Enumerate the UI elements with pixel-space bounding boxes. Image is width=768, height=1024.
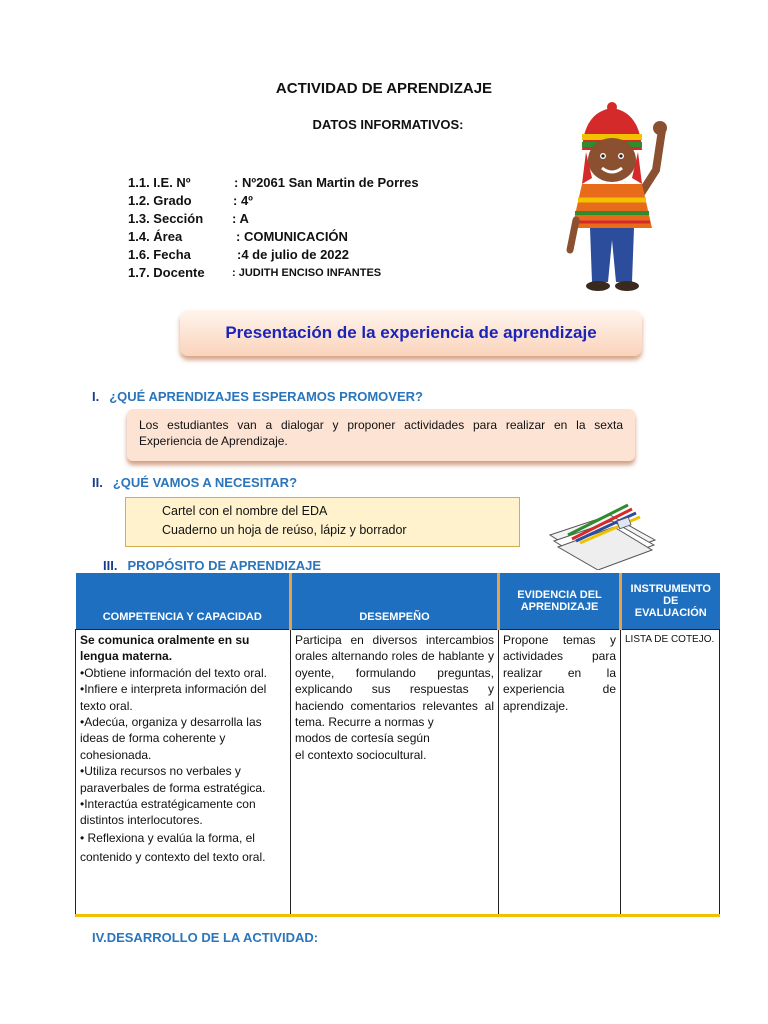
section-1-heading: I. ¿QUÉ APRENDIZAJES ESPERAMOS PROMOVER?	[92, 389, 423, 404]
materials-item: Cuaderno un hoja de reúso, lápiz y borrador	[162, 523, 407, 537]
datos-informativos-heading: DATOS INFORMATIVOS:	[312, 117, 464, 132]
capacidad-item: • Reflexiona y evalúa la forma, el contenido y contexto del texto oral.	[80, 830, 266, 864]
capacidad-item: •Utiliza recursos no verbales y paraverbales de forma estratégica.	[80, 764, 266, 795]
instrumento-text: LISTA DE COTEJO.	[625, 634, 715, 645]
table-row	[76, 630, 720, 916]
competencia-cell	[76, 630, 291, 916]
desempeno-text: Participa en diversos intercambios orales alternando roles de hablante y oyente, formulando preguntas, explicando sus respuestas y haciendo comentarios relevantes al tema. Recurre a normas y	[295, 633, 494, 730]
header-competencia: COMPETENCIA Y CAPACIDAD	[76, 573, 291, 630]
materials-item: Cartel con el nombre del EDA	[162, 504, 328, 518]
capacidad-item: •Interactúa estratégicamente con distintos interlocutores.	[80, 797, 256, 828]
header-instrumento: INSTRUMENTO DE EVALUACIÓN	[621, 573, 720, 630]
notebook-pencils-illustration	[540, 495, 660, 570]
section-4-heading: IV.DESARROLLO DE LA ACTIVIDAD:	[92, 930, 319, 945]
header-evidencia: EVIDENCIA DEL APRENDIZAJE	[499, 573, 621, 630]
banner-title: Presentación de la experiencia de aprendizaje	[225, 323, 597, 342]
section-2-heading: II. ¿QUÉ VAMOS A NECESITAR?	[92, 475, 298, 490]
purpose-table	[75, 573, 720, 917]
document-title: ACTIVIDAD DE APRENDIZAJE	[275, 80, 493, 97]
table-header-row	[76, 573, 720, 630]
capacidad-item: •Infiere e interpreta información del texto oral.	[80, 682, 267, 713]
desempeno-text-line: el contexto sociocultural.	[295, 747, 427, 762]
desempeno-text-line: modos de cortesía según	[295, 731, 430, 746]
student-illustration	[552, 100, 672, 295]
capacidad-item: •Adecúa, organiza y desarrolla las ideas de forma coherente y cohesionada.	[80, 715, 262, 762]
desempeno-cell	[291, 630, 499, 916]
header-desempeno: DESEMPEÑO	[291, 573, 499, 630]
section-3-heading: III. PROPÓSITO DE APRENDIZAJE	[103, 558, 322, 573]
evidencia-text: Propone temas y actividades para realizar en la experiencia de aprendizaje.	[503, 633, 616, 713]
competencia-title: Se comunica oralmente en su lengua materna.	[80, 633, 250, 664]
learning-goal-box	[127, 409, 635, 461]
instrumento-cell	[621, 630, 720, 916]
capacidad-item: •Obtiene información del texto oral.	[80, 665, 267, 680]
materials-box	[125, 497, 520, 547]
evidencia-cell	[499, 630, 621, 916]
experience-banner	[180, 310, 642, 356]
learning-goal-text: Los estudiantes van a dialogar y proponer actividades para realizar en la sexta Experiencia de Aprendizaje.	[139, 418, 623, 448]
